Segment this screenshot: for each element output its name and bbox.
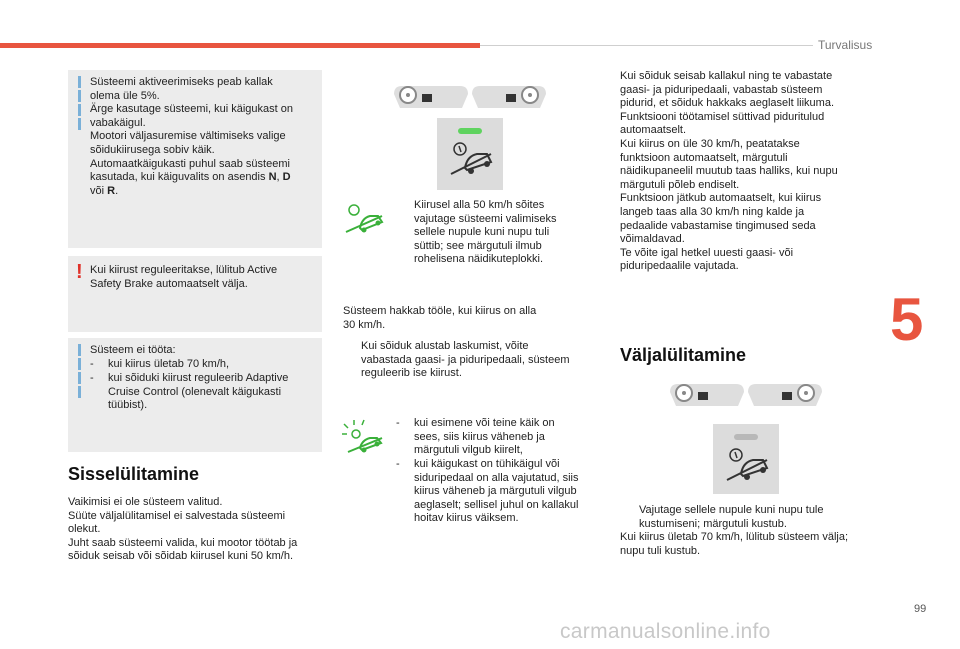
- col3-body: Kui sõiduk seisab kallakul ning te vabastate gaasi- ja piduripedaali, vabastab süsteem pidurid, et sõiduk hakkaks aeglaselt liikuma. Funktsiooni töötamisel süttivad piduritulud automaatselt. Kui kiirus on üle 30 km/h, peatatakse funktsioon automaatselt, märgutuli näidikupaneelil muutub taas halliks, kui nupu märgutuli põleb endiselt. Funktsioon jätkub automaatselt, kui kiirus langeb taas alla 30 km/h ning kalde ja pedaalide vabastamise tingimused seda võimaldavad. Te võite igal hetkel uuesti gaasi- või piduripedaalile vajutada.: [620, 70, 838, 273]
- col3-step-text: Vajutage sellele nupule kuni nupu tule kustumiseni; märgutuli kustub.: [639, 504, 824, 530]
- list-dash: -: [90, 372, 94, 384]
- list-item: kui käigukast on tühikäigul või siduripedaal on alla vajutatud, siis kiirus väheneb ja märgutuli vilgub aeglaselt; sellisel juhul on kallakul hoitav kiirus väiksem.: [414, 458, 579, 525]
- info-box-1-text: Süsteemi aktiveerimiseks peab kallak olema üle 5%. Ärge kasutage süsteemi, kui käigukast on vabakäigul. Mootori väljasuremise vältimiseks valige sõidukiirusega sobiv käik. Automaatkäigukasti puhul saab süsteemi kasutada, kui käiguvalits on asendis N, D või R.: [90, 76, 294, 197]
- list-dash: -: [396, 458, 400, 470]
- info-box-2-title: Süsteem ei tööta:: [90, 344, 176, 356]
- hill-descent-button-off-image: [713, 424, 779, 494]
- warning-text: Kui kiirust reguleeritakse, lülitub Active Safety Brake automaatselt välja.: [90, 264, 278, 290]
- info-box-1: [68, 70, 322, 248]
- list-item: kui kiirus ületab 70 km/h,: [108, 358, 230, 370]
- watermark: carmanualsonline.info: [560, 620, 771, 643]
- heading-valjalulitamine: Väljalülitamine: [620, 345, 747, 365]
- step2-text: Kui sõiduk alustab laskumist, võite vabastada gaasi- ja piduripedaali, süsteem reguleerib ise kiirust.: [361, 340, 570, 380]
- hill-descent-button-image: [437, 118, 503, 190]
- col3-after-text: Kui kiirus ületab 70 km/h, lülitub süsteem välja; nupu tuli kustub.: [620, 531, 849, 557]
- chapter-number: 5: [890, 286, 924, 353]
- hill-descent-button-icon: [713, 424, 779, 494]
- page-number: 99: [914, 603, 927, 615]
- steering-wheel-controls-image: [392, 82, 548, 112]
- hill-descent-indicator-flashing: [340, 418, 386, 456]
- steering-wheel-controls-image: [668, 380, 824, 410]
- list-dash: -: [90, 358, 94, 370]
- sisselulitamine-body: Vaikimisi ei ole süsteem valitud. Süüte väljalülitamisel ei salvestada süsteemi olekut. Juht saab süsteemi valida, kui mootor töötab ja sõiduk seisab või sõidab kiirusel kuni 50 km/h.: [68, 496, 298, 563]
- list-dash: -: [396, 417, 400, 429]
- list-item: kui sõiduki kiirust reguleerib Adaptive Cruise Control (olenevalt käigukasti tüübist).: [108, 372, 289, 412]
- hill-descent-button-icon: [437, 118, 503, 190]
- section-title: Turvalisus: [818, 38, 873, 52]
- header-rule: [480, 45, 813, 46]
- steering-wheel-icon: [392, 82, 548, 112]
- warning-icon: !: [76, 261, 83, 283]
- hill-descent-indicator-green: [342, 200, 386, 234]
- col2-paragraph: Süsteem hakkab tööle, kui kiirus on alla 30 km/h.: [343, 305, 537, 331]
- warning-box: [68, 256, 322, 332]
- info-marker: [78, 344, 81, 400]
- hill-descent-indicator-icon: [342, 200, 386, 234]
- steering-wheel-icon: [668, 380, 824, 410]
- list-item: kui esimene või teine käik on sees, siis kiirus väheneb ja märgutuli vilgub kiirelt,: [414, 417, 555, 457]
- step1-text: Kiirusel alla 50 km/h sõites vajutage süsteemi valimiseks sellele nupule kuni nupu tuli süttib; see märgutuli ilmub rohelisena näidikuteplokki.: [414, 199, 557, 266]
- info-box-2: [68, 338, 322, 452]
- heading-sisselulitamine: Sisselülitamine: [68, 464, 200, 484]
- header-accent-bar: [0, 43, 480, 48]
- info-marker: [78, 76, 81, 132]
- hill-descent-indicator-icon: [340, 418, 386, 456]
